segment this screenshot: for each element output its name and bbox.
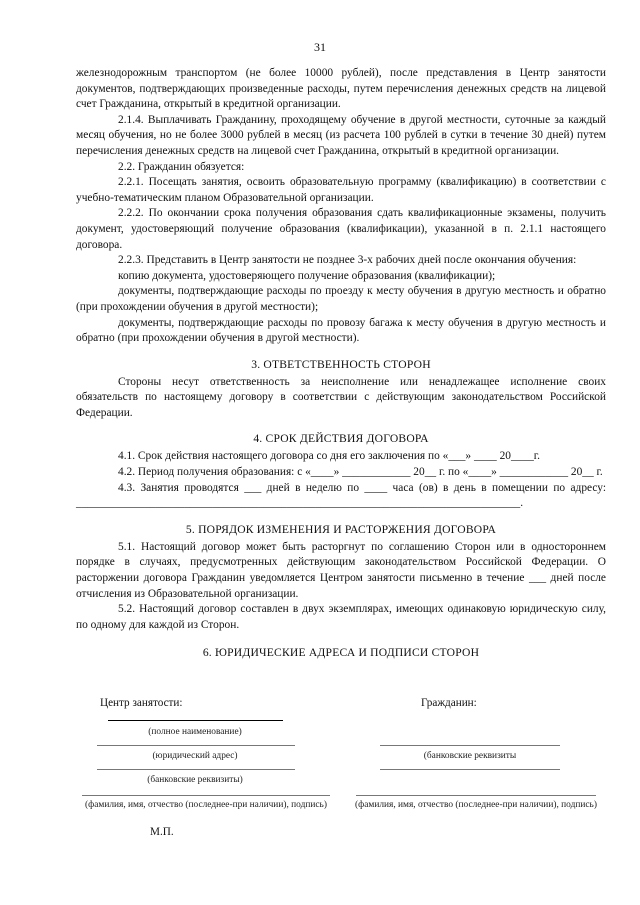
section-3-title: 3. ОТВЕТСТВЕННОСТЬ СТОРОН (251, 357, 431, 371)
center-label: Центр занятости: (100, 697, 183, 709)
hint-legal-address: (юридический адрес) (152, 751, 238, 761)
stamp-place: М.П. (150, 826, 174, 838)
paragraph: железнодорожным транспортом (не более 10000 рублей), после представления в Центр занятости документов, подтверждающих произведенные расходы, путем перечисления денежных средств на лицевой счет Гражданина, открытый в кредитной организации. (76, 67, 606, 111)
legal-address-line (97, 745, 295, 746)
page-number: 31 (314, 40, 326, 54)
citizen-bank-line (380, 745, 560, 746)
paragraph-2-2-2: 2.2.2. По окончании срока получения образования сдать квалификационные экзамены, получить документ, удостоверяющий получение образования (квалификации), указанной в п. 2.1.1 настоящего договора. (76, 207, 606, 251)
paragraph-4-3: 4.3. Занятия проводятся ___ дней в неделю по ____ часа (ов) в день в помещении по адресу: ______________________________________________________________________________. (76, 481, 606, 510)
citizen-label: Гражданин: (421, 697, 477, 709)
fio-line-right (356, 795, 596, 796)
hint-fio-left: (фамилия, имя, отчество (последнее-при наличии), подпись) (85, 800, 327, 810)
list-item-travel-docs: документы, подтверждающие расходы по проезду к месту обучения в другую местность и обратно (при прохождении обучения в другой местности); (76, 285, 606, 313)
hint-fio-right: (фамилия, имя, отчество (последнее-при наличии), подпись) (355, 800, 597, 810)
paragraph-5-2: 5.2. Настоящий договор составлен в двух экземплярах, имеющих одинаковую юридическую силу, по одному для каждой из Сторон. (76, 603, 606, 631)
paragraph-5-1: 5.1. Настоящий договор может быть расторгнут по соглашению Сторон или в одностороннем порядке в случаях, предусмотренных действующим законодательством Российской Федерации. О расторжении договора Гражданин уведомляется Центром занятости письменно в течение ___ дней после отчисления из Образовательной организации. (76, 540, 606, 600)
full-name-line (108, 720, 283, 721)
hint-full-name: (полное наименование) (148, 727, 242, 737)
bank-line-left (97, 769, 295, 770)
hint-bank-left: (банковские реквизиты) (147, 775, 243, 785)
section-3-text: Стороны несут ответственность за неисполнение или ненадлежащее исполнение своих обязательств по настоящему договору в соответствии с действующим законодательством Российской Федерации. (76, 375, 606, 419)
fio-line-left (82, 795, 330, 796)
section-5-title: 5. ПОРЯДОК ИЗМЕНЕНИЯ И РАСТОРЖЕНИЯ ДОГОВОРА (185, 522, 497, 536)
paragraph-2-2-1: 2.2.1. Посещать занятия, освоить образовательную программу (квалификацию) в соответствии с учебно-тематическим планом Образовательной организации. (76, 176, 606, 204)
paragraph-2-2-3: 2.2.3. Представить в Центр занятости не позднее 3-х рабочих дней после окончания обучения: (118, 254, 577, 267)
paragraph-2-2: 2.2. Гражданин обязуется: (118, 160, 245, 173)
list-item-baggage-docs: документы, подтверждающие расходы по провозу багажа к месту обучения в другую местность и обратно (при прохождении обучения в другой местности). (76, 316, 606, 345)
list-item-diploma-copy: копию документа, удостоверяющего получение образования (квалификации); (118, 269, 496, 282)
citizen-extra-line (380, 769, 560, 770)
section-4-title: 4. СРОК ДЕЙСТВИЯ ДОГОВОРА (253, 432, 429, 446)
paragraph-2-1-4: 2.1.4. Выплачивать Гражданину, проходящему обучение в другой местности, суточные за каждый месяц обучения, но не более 3000 рублей в месяц (из расчета 100 рублей в сутки в течение 30 дней) путем перечисления денежных средств на лицевой счет Гражданина, открытый в кредитной организации. (76, 113, 606, 157)
section-6-title: 6. ЮРИДИЧЕСКИЕ АДРЕСА И ПОДПИСИ СТОРОН (202, 646, 480, 660)
hint-bank-right: (банковские реквизиты (423, 751, 517, 761)
paragraph-4-2: 4.2. Период получения образования: с «____» ____________ 20__ г. по «____» ____________ 20__ г. (118, 466, 603, 479)
paragraph-4-1: 4.1. Срок действия настоящего договора со дня его заключения по «___» ____ 20____г. (118, 450, 540, 463)
